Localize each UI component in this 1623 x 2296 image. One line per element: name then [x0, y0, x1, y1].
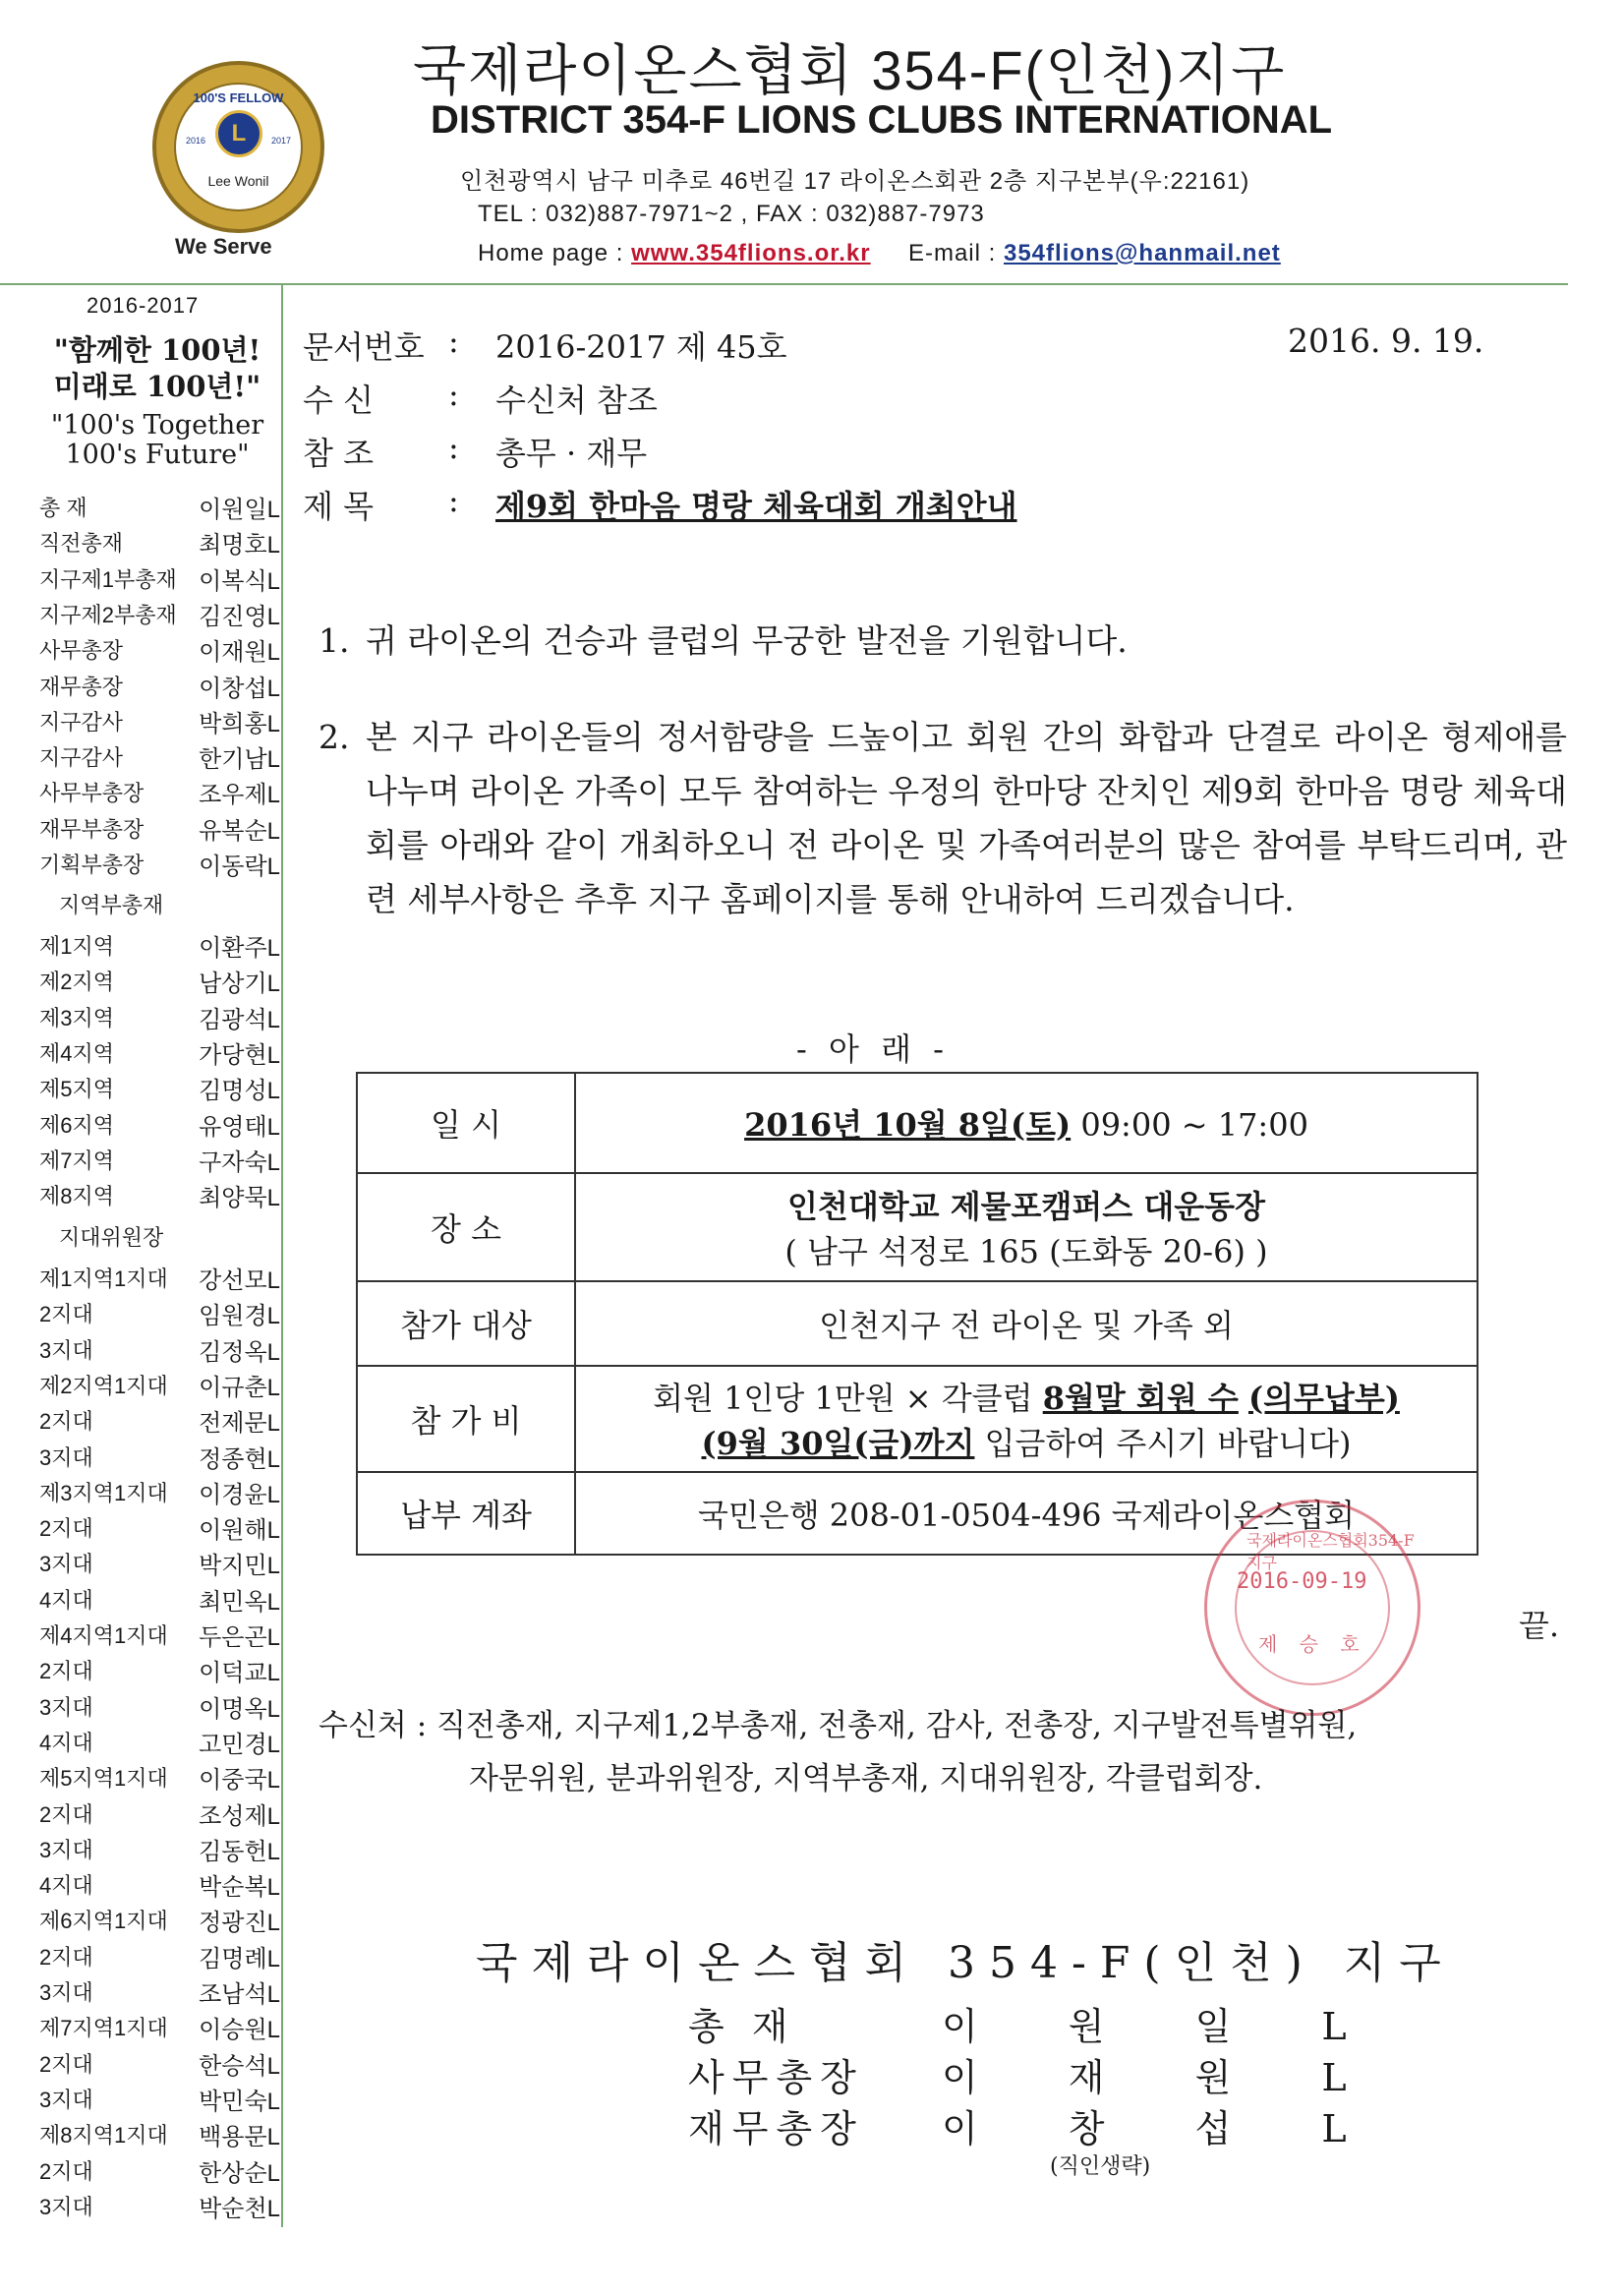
sidebar-person-row: [39, 1471, 280, 1506]
sidebar-role: 제4지역1지대: [39, 1623, 168, 1648]
sidebar-person-row: [39, 1542, 280, 1580]
sidebar-name: 박지민L: [199, 1553, 280, 1580]
sidebar-slogan-en: "100's Together 100's Future": [50, 410, 264, 470]
sidebar-role: 3지대: [39, 1837, 93, 1862]
sidebar-role: 제4지역: [39, 1040, 114, 1066]
signature-row: [688, 1996, 1386, 2049]
sidebar-name: 조우제L: [199, 782, 280, 809]
org-tel-fax: TEL : 032)887-7971~2 , FAX : 032)887-7973: [478, 201, 985, 227]
sidebar-role: 제8지역1지대: [39, 2123, 168, 2149]
region-heading: 지역부총재: [59, 893, 164, 917]
seal-year-right: 2017: [270, 136, 291, 146]
place-value: [575, 1173, 1478, 1281]
table-row: [357, 1173, 1478, 1281]
section-heading: - 아 래 -: [796, 1030, 950, 1068]
sidebar-role: 제3지역1지대: [39, 1480, 168, 1505]
sidebar-person-row: [39, 628, 280, 667]
fee-member-count: 8월말 회원 수: [1042, 1380, 1239, 1417]
paragraph-number: 1.: [319, 621, 350, 660]
sidebar-role: 4지대: [39, 1587, 93, 1613]
sidebar-role: 지구제1부총재: [39, 566, 177, 592]
sidebar-person-row: [39, 1756, 280, 1795]
email-label: E-mail :: [907, 240, 997, 266]
sidebar-slogan-ko: "함께한 100년! 미래로 100년!": [53, 333, 261, 403]
sidebar-person-row: [39, 2006, 280, 2044]
we-serve-motto: We Serve: [175, 234, 272, 259]
sidebar-name: 이재원L: [199, 639, 280, 667]
sidebar-person-row: [39, 771, 280, 809]
sidebar-name: 이동락L: [199, 854, 280, 880]
sidebar-role: 3지대: [39, 2087, 93, 2112]
sidebar-role: 4지대: [39, 1730, 93, 1755]
sidebar-person-row: [39, 1257, 280, 1292]
sidebar-role: 2지대: [39, 1801, 93, 1827]
paragraph-2: [319, 710, 1567, 926]
sidebar-role: 2지대: [39, 1409, 93, 1435]
place-label: 장 소: [357, 1173, 575, 1281]
sidebar-name: 김동헌L: [199, 1838, 280, 1865]
sidebar-person-row: [39, 2113, 280, 2149]
sidebar-name: 한승석L: [199, 2052, 280, 2080]
when-label: 일 시: [357, 1073, 575, 1173]
sidebar-role: 총 재: [39, 496, 87, 520]
target-label: 참가 대상: [357, 1281, 575, 1366]
event-info-table: [356, 1072, 1478, 1556]
sidebar-role: 지구제2부총재: [39, 602, 177, 627]
sidebar-role: 사무총장: [39, 638, 124, 664]
sidebar-person-row: [39, 996, 280, 1031]
sidebar-name: 이덕교L: [199, 1660, 280, 1687]
sidebar-name: 가당현L: [199, 1041, 280, 1069]
meta-value: 총무 · 재무: [495, 435, 648, 472]
sidebar-name: 이복식L: [199, 567, 280, 595]
place-main: 인천대학교 제물포캠퍼스 대운동장: [787, 1188, 1265, 1225]
meta-colon: :: [448, 429, 459, 466]
sidebar-person-row: [39, 2185, 280, 2220]
sidebar-name: 이원일L: [199, 497, 280, 523]
seal-omitted-note: (직인생략): [1050, 2154, 1151, 2179]
table-row: [357, 1281, 1478, 1366]
sidebar-name: 이경윤L: [199, 1481, 280, 1508]
zone-heading: 지대위원장: [59, 1225, 164, 1250]
sidebar-name: 이승원L: [199, 2017, 280, 2044]
receipt-stamp: [1204, 1500, 1420, 1716]
sidebar-name: 박희홍L: [199, 710, 280, 737]
sidebar-role: 2지대: [39, 1516, 93, 1542]
signature-name: 이 창 섭 L: [942, 2107, 1386, 2150]
org-title-ko: 국제라이온스협회 354-F(인천)지구: [413, 39, 1287, 101]
sidebar-person-row: [39, 1863, 280, 1902]
document-date: 2016. 9. 19.: [1288, 322, 1484, 360]
sidebar-divider: [281, 285, 283, 2227]
signature-org: 국제라이온스협회 354-F(인천) 지구: [476, 1938, 1455, 1988]
sidebar-name: 김진영L: [199, 603, 280, 630]
sidebar-person-row: [39, 558, 280, 593]
seal-name: Lee Wonil: [207, 173, 269, 189]
sidebar-person-row: [39, 665, 280, 700]
sidebar-name: 이환주L: [199, 935, 280, 962]
meta-value: 수신처 참조: [495, 382, 658, 419]
sidebar-role: 제7지역1지대: [39, 2016, 168, 2041]
sidebar-role: 재무부총장: [39, 816, 145, 842]
sidebar-person-row: [39, 1828, 280, 1863]
signature-name: 이 원 일 L: [942, 2005, 1386, 2048]
sidebar-role: 3지대: [39, 2194, 93, 2219]
sidebar-person-row: [39, 486, 280, 521]
sidebar-person-row: [39, 1139, 280, 1174]
fee-value: [575, 1366, 1478, 1472]
sidebar-person-row: [39, 1174, 280, 1212]
sidebar-name: 두은곤L: [199, 1624, 280, 1651]
sidebar-name: 한기남L: [199, 746, 280, 774]
sidebar-role: 제1지역1지대: [39, 1266, 168, 1291]
lions-logo-icon: L: [215, 110, 262, 157]
sidebar-person-row: [39, 960, 280, 998]
sidebar-year: 2016-2017: [87, 293, 200, 318]
paragraph-text: 본 지구 라이온들의 정서함량을 드높이고 회원 간의 화합과 단결로 라이온 형제애를 나누며 라이온 가족이 모두 참여하는 우정의 한마당 잔치인 제9회 한마음 명랑 체육대회를 아래와 같이 개최하오니 전 라이온 및 가족여러분의 많은 참여를 부탁드리며, 관련 세부사항은 추후 지구 홈페이지를 통해 안내하여 드리겠습니다.: [366, 718, 1568, 918]
sidebar-name: 최민옥L: [199, 1588, 280, 1616]
sidebar-name: 정광진L: [199, 1910, 280, 1937]
paragraph-text: 귀 라이온의 건승과 클럽의 무궁한 발전을 기원합니다.: [366, 621, 1128, 660]
meta-colon: :: [448, 323, 459, 360]
paragraph-number: 2.: [319, 718, 350, 756]
sidebar-person-row: [39, 1328, 280, 1364]
sidebar-name: 백용문L: [199, 2124, 280, 2151]
sidebar-name: 유영태L: [199, 1113, 280, 1141]
sidebar-person-row: [39, 1899, 280, 1937]
sidebar-person-row: [39, 1721, 280, 1756]
fee-deadline: (9월 30일(금)까지: [701, 1425, 975, 1462]
sidebar-role: 직전총재: [39, 531, 124, 557]
sidebar-name: 임원경L: [199, 1303, 280, 1330]
sidebar-role: 제2지역1지대: [39, 1373, 168, 1398]
meta-colon: :: [448, 376, 459, 413]
account-label: 납부 계좌: [357, 1472, 575, 1555]
meta-label: 문서번호: [303, 328, 425, 366]
sidebar-name: 조남석L: [199, 1981, 280, 2008]
signature-role: 재무총장: [688, 2107, 864, 2150]
sidebar-person-row: [39, 1031, 280, 1067]
event-time: 09:00 ~ 17:00: [1071, 1106, 1308, 1144]
place-sub: ( 남구 석정로 165 (도화동 20-6) ): [784, 1233, 1268, 1270]
sidebar-role: 2지대: [39, 2051, 93, 2077]
sidebar-person-row: [39, 1685, 280, 1721]
sidebar-person-row: [39, 1578, 280, 1614]
sidebar-role: 제5지역: [39, 1077, 114, 1102]
sidebar-name: 김정옥L: [199, 1338, 280, 1366]
event-date: 2016년 10월 8일(토): [744, 1106, 1072, 1144]
sidebar-role: 제6지역: [39, 1112, 114, 1138]
account-value: 국민은행 208-01-0504-496 국제라이온스협회: [575, 1472, 1478, 1555]
sidebar-name: 최양묵L: [199, 1185, 280, 1212]
meta-value: 2016-2017 제 45호: [495, 328, 787, 366]
sidebar-name: 최명호L: [199, 532, 280, 559]
sidebar-name: 이중국L: [199, 1767, 280, 1795]
meta-label: 참 조: [303, 435, 374, 472]
sidebar-name: 구자숙L: [199, 1148, 280, 1176]
sidebar-role: 기획부총장: [39, 853, 145, 877]
table-row: [357, 1366, 1478, 1472]
sidebar-name: 강선모L: [199, 1267, 280, 1294]
sidebar-role: 제5지역1지대: [39, 1766, 168, 1792]
sidebar-role: 2지대: [39, 1302, 93, 1327]
header-divider: [0, 283, 1568, 285]
sidebar-role: 제8지역: [39, 1184, 114, 1209]
stamp-date: 2016-09-19: [1237, 1569, 1367, 1594]
stamp-org: 국제라이온스협회354-F지구: [1246, 1531, 1415, 1572]
sidebar-person-row: [39, 2042, 280, 2078]
sidebar-role: 3지대: [39, 1444, 93, 1470]
sidebar-person-row: [39, 2078, 280, 2113]
signature-role: 총 재: [688, 2005, 796, 2048]
sidebar-person-row: [39, 1103, 280, 1139]
sidebar-name: 김명성L: [199, 1078, 280, 1105]
target-value: 인천지구 전 라이온 및 가족 외: [575, 1281, 1478, 1366]
sidebar-name: 이명옥L: [199, 1695, 280, 1723]
sidebar-person-row: [39, 521, 280, 557]
sidebar-name: 김광석L: [199, 1006, 280, 1033]
sidebar-name: 이규춘L: [199, 1374, 280, 1401]
sidebar-person-row: [39, 807, 280, 843]
sidebar-name: 김명례L: [199, 1945, 280, 1972]
seal-top-text: 100'S FELLOW: [193, 90, 284, 105]
subject-title: 제9회 한마음 명랑 체육대회 개최안내: [495, 488, 1017, 525]
when-value: [575, 1073, 1478, 1173]
sidebar-person-row: [39, 1649, 280, 1687]
sidebar-person-row: [39, 1614, 280, 1649]
fee-space: [1239, 1380, 1248, 1417]
sidebar-role: 3지대: [39, 1552, 93, 1577]
signature-role: 사무총장: [688, 2056, 864, 2099]
sidebar-person-row: [39, 1292, 280, 1330]
paragraph-1: [319, 614, 1567, 668]
sidebar-role: 2지대: [39, 2158, 93, 2184]
sidebar-role: 제1지역: [39, 934, 114, 959]
meta-label: 수 신: [303, 382, 374, 419]
signature-row: [688, 2047, 1386, 2100]
sidebar-name: 박민숙L: [199, 2088, 280, 2115]
sidebar-person-row: [39, 1399, 280, 1438]
end-mark: 끝.: [1519, 1607, 1560, 1644]
sidebar-name: 전제문L: [199, 1410, 280, 1438]
sidebar-name: 박순복L: [199, 1874, 280, 1902]
sidebar-role: 사무부총장: [39, 781, 145, 806]
sidebar-role: 지구감사: [39, 709, 124, 735]
sidebar-person-row: [39, 924, 280, 960]
table-row: [357, 1073, 1478, 1173]
sidebar-name: 고민경L: [199, 1731, 280, 1758]
signature-name: 이 재 원 L: [942, 2056, 1386, 2099]
sidebar-name: 박순천L: [199, 2195, 280, 2222]
seal-year-left: 2016: [186, 136, 206, 146]
signature-row: [688, 2098, 1386, 2151]
sidebar-role: 3지대: [39, 1694, 93, 1720]
sidebar-person-row: [39, 700, 280, 736]
sidebar-person-row: [39, 593, 280, 628]
sidebar-name: 이원해L: [199, 1517, 280, 1545]
sidebar-person-row: [39, 1935, 280, 1971]
lions-100-fellow-seal: [152, 61, 324, 233]
sidebar-role: 지구감사: [39, 745, 124, 771]
fee-label: 참 가 비: [357, 1366, 575, 1472]
sidebar-role: 4지대: [39, 1873, 93, 1899]
sidebar-role: 제6지역1지대: [39, 1909, 168, 1934]
email-link[interactable]: 354flions@hanmail.net: [1003, 240, 1281, 266]
sidebar-name: 한상순L: [199, 2159, 280, 2187]
sidebar-person-row: [39, 1364, 280, 1399]
sidebar-role: 제7지역: [39, 1148, 114, 1173]
sidebar-name: 조성제L: [199, 1802, 280, 1830]
sidebar-name: 정종현L: [199, 1445, 280, 1473]
recipients-line-2: 자문위원, 분과위원장, 지역부총재, 지대위원장, 각클럽회장.: [469, 1761, 1263, 1796]
sidebar-role: 3지대: [39, 1980, 93, 2005]
org-title-en: DISTRICT 354-F LIONS CLUBS INTERNATIONAL: [431, 98, 1333, 142]
sidebar-person-row: [39, 1436, 280, 1471]
sidebar-person-row: [39, 1067, 280, 1105]
org-address: 인천광역시 남구 미추로 46번길 17 라이온스회관 2층 지구본부(우:22161): [460, 168, 1250, 195]
recipients-line-1: 수신처 : 직전총재, 지구제1,2부총재, 전총재, 감사, 전총장, 지구발전특별위원,: [319, 1708, 1358, 1743]
sidebar-person-row: [39, 2149, 280, 2185]
sidebar-person-row: [39, 1971, 280, 2006]
meta-colon: :: [448, 482, 459, 519]
sidebar-person-row: [39, 1506, 280, 1545]
fee-text: 회원 1인당 1만원 × 각클럽: [653, 1380, 1043, 1417]
homepage-link[interactable]: www.354flions.or.kr: [631, 240, 871, 266]
fee-mandatory: (의무납부): [1247, 1380, 1400, 1417]
meta-label: 제 목: [303, 488, 374, 525]
sidebar-role: 2지대: [39, 1659, 93, 1684]
fee-deadline-text: 입금하여 주시기 바랍니다): [974, 1425, 1352, 1462]
sidebar-role: 2지대: [39, 1944, 93, 1970]
sidebar-person-row: [39, 843, 280, 878]
org-contact-line: [478, 240, 1281, 267]
sidebar-person-row: [39, 736, 280, 774]
sidebar-role: 제3지역: [39, 1005, 114, 1030]
sidebar-person-row: [39, 1793, 280, 1828]
sidebar-role: 3지대: [39, 1337, 93, 1363]
sidebar-name: 남상기L: [199, 971, 280, 998]
sidebar-role: 재무총장: [39, 674, 124, 699]
sidebar-name: 이창섭L: [199, 675, 280, 702]
sidebar-name: 유복순L: [199, 817, 280, 845]
sidebar-role: 제2지역: [39, 970, 114, 995]
homepage-label: Home page :: [478, 240, 624, 266]
stamp-bottom: 제 승 호: [1258, 1632, 1367, 1656]
